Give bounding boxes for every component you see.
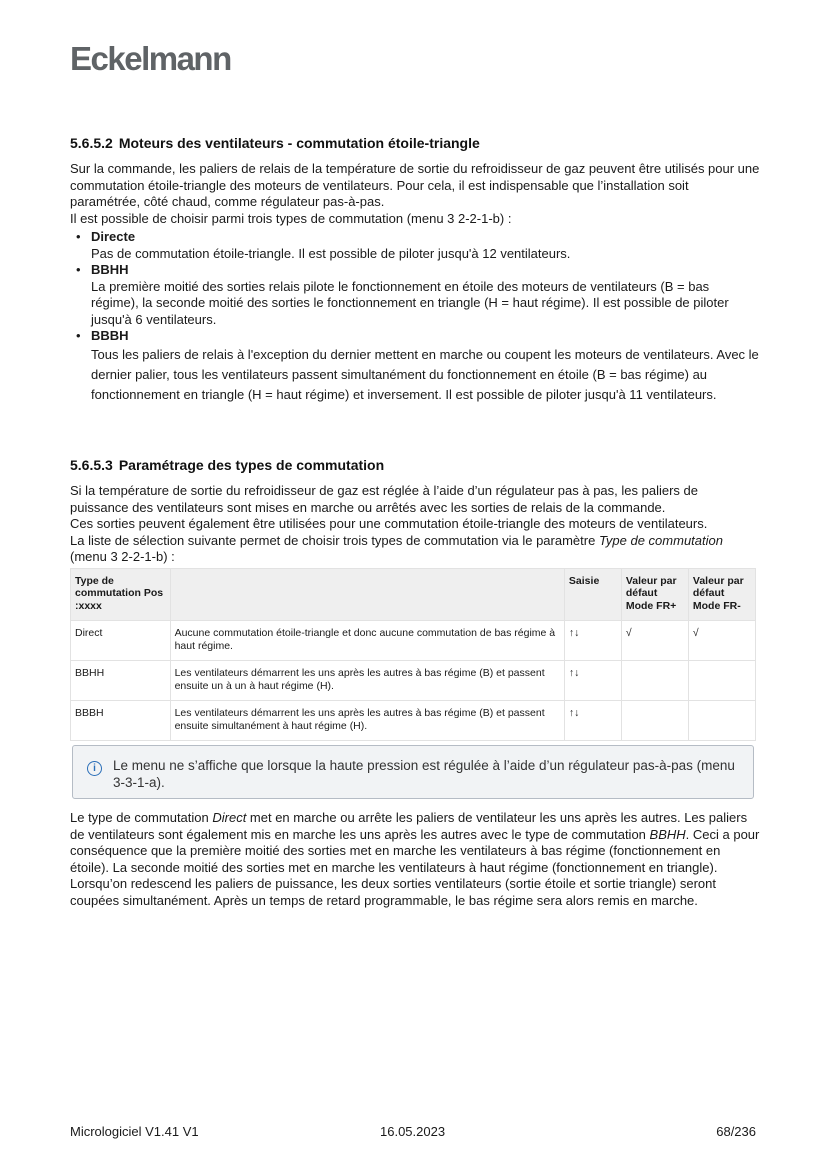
- cell: √: [621, 621, 688, 661]
- cell: [688, 701, 755, 741]
- header-default-fr-minus: Valeur par défaut Mode FR-: [688, 568, 755, 621]
- footer-date: 16.05.2023: [380, 1124, 446, 1139]
- section-number: 5.6.5.2: [70, 135, 113, 151]
- commutation-list: [70, 229, 760, 405]
- param-name: Type de commutation: [598, 532, 723, 548]
- footer-page-number: 68/236: [716, 1124, 756, 1139]
- section-parametrage: [70, 457, 760, 741]
- section-star-delta: [70, 135, 760, 405]
- cell: Les ventilateurs démarrent les uns après les autres à bas régime (B) et passent ensuite un à un à haut régime (H).: [170, 661, 564, 701]
- header-type: Type de commutation Pos :xxxx: [71, 568, 171, 621]
- table-row: [71, 661, 756, 701]
- text: . Ceci a pour conséquence que la première moitié des sorties met en marche les ventilateurs à bas régime (fonctionnement en étoile). La seconde moitié des sorties met en marche les ventilateurs à haut régime (fonctionnement en triangle). Lorsqu’on redescend les paliers de puissance, les deux sorties ventilateurs (sortie étoile et sortie triangle) seront coupées simultanément. Après un temps de retard programmable, le bas régime sera alors remis en marche.: [70, 826, 760, 908]
- paragraph: Ces sorties peuvent également être utilisées pour une commutation étoile-triangle des moteurs de ventilateurs.: [70, 516, 708, 531]
- text: (menu 3 2-2-1-b) :: [70, 549, 175, 564]
- cell: ↑↓: [564, 621, 621, 661]
- list-item: [70, 328, 760, 405]
- info-note: [72, 745, 754, 799]
- text: met en marche ou arrête les paliers de ventilateur les uns après les autres. Les paliers de ventilateurs sont également mis en marche les uns après les autres avec le type de commutation: [70, 810, 748, 842]
- list-term: • BBBH: [91, 328, 129, 343]
- emphasis: Direct: [212, 810, 247, 825]
- section-heading: [70, 457, 760, 473]
- section-title: Paramétrage des types de commutation: [118, 457, 385, 473]
- header-description: [170, 568, 564, 621]
- cell: [621, 701, 688, 741]
- eckelmann-logo: Eckelmann: [70, 40, 231, 77]
- paragraph: Si la température de sortie du refroidisseur de gaz est réglée à l’aide d’un régulateur pas à pas, les paliers de puissance des ventilateurs sont mises en marche ou arrêtés avec les sorties de relais de la commande.: [70, 483, 698, 515]
- note-text: Le menu ne s’affiche que lorsque la haute pression est régulée à l’aide d’un régulateur pas-à-pas (menu 3-3-1-a).: [113, 758, 735, 790]
- list-desc: La première moitié des sorties relais pilote le fonctionnement en étoile des moteurs de ventilateurs (B = bas régime), la seconde moitié des sorties le fonctionnement en triangle (H = haut régime). Il est possible de piloter jusqu'à 6 ventilateurs.: [91, 278, 729, 327]
- cell: BBBH: [71, 701, 171, 741]
- section-heading: [70, 135, 760, 151]
- table-row: [71, 621, 756, 661]
- list-term: • BBHH: [91, 262, 129, 277]
- footer-firmware: Micrologiciel V1.41 V1: [70, 1124, 199, 1139]
- commutation-table: [70, 568, 756, 742]
- text: Le type de commutation: [70, 810, 213, 825]
- section-title: Moteurs des ventilateurs - commutation étoile-triangle: [118, 135, 480, 151]
- list-item: [70, 262, 760, 328]
- intro-paragraph-2: Il est possible de choisir parmi trois types de commutation (menu 3 2-2-1-b) :: [70, 210, 512, 226]
- cell: ↑↓: [564, 661, 621, 701]
- header-saisie: Saisie: [564, 568, 621, 621]
- list-desc: Tous les paliers de relais à l'exception du dernier mettent en marche ou coupent les moteurs de ventilateurs. Avec le dernier palier, tous les ventilateurs passent simultanément du fonctionnement en étoile (B = bas régime) au fonctionnement en triangle (H = haut régime) et inversement. Il est possible de piloter jusqu'à 11 ventilateurs.: [91, 346, 759, 402]
- table-row: [71, 701, 756, 741]
- final-paragraph: [70, 810, 760, 909]
- list-item: [70, 229, 760, 262]
- list-term: • Directe: [91, 229, 136, 244]
- intro-paragraph: Sur la commande, les paliers de relais de la température de sortie du refroidisseur de gaz peuvent être utilisés pour une commutation étoile-triangle des moteurs de ventilateurs. Pour cela, il est indispensable que l’installation soit paramétrée, côté chaud, comme régulateur pas-à-pas.: [70, 161, 760, 209]
- cell: ↑↓: [564, 701, 621, 741]
- cell: Les ventilateurs démarrent les uns après les autres à bas régime (B) et passent ensuite simultanément à haut régime (H).: [170, 701, 564, 741]
- section-number: 5.6.5.3: [70, 457, 113, 473]
- cell: [688, 661, 755, 701]
- cell: √: [688, 621, 755, 661]
- info-icon: i: [87, 761, 102, 776]
- list-desc: Pas de commutation étoile-triangle. Il est possible de piloter jusqu'à 12 ventilateurs.: [91, 245, 571, 261]
- header-default-fr-plus: Valeur par défaut Mode FR+: [621, 568, 688, 621]
- cell: Direct: [71, 621, 171, 661]
- cell: [621, 661, 688, 701]
- emphasis: BBHH: [649, 826, 686, 842]
- paragraph: [70, 533, 760, 566]
- final-paragraph-block: [70, 810, 760, 909]
- table-header-row: [71, 568, 756, 621]
- text: La liste de sélection suivante permet de choisir trois types de commutation via le paramètre: [70, 532, 599, 548]
- cell: Aucune commutation étoile-triangle et donc aucune commutation de bas régime à haut régime.: [170, 621, 564, 661]
- cell: BBHH: [71, 661, 171, 701]
